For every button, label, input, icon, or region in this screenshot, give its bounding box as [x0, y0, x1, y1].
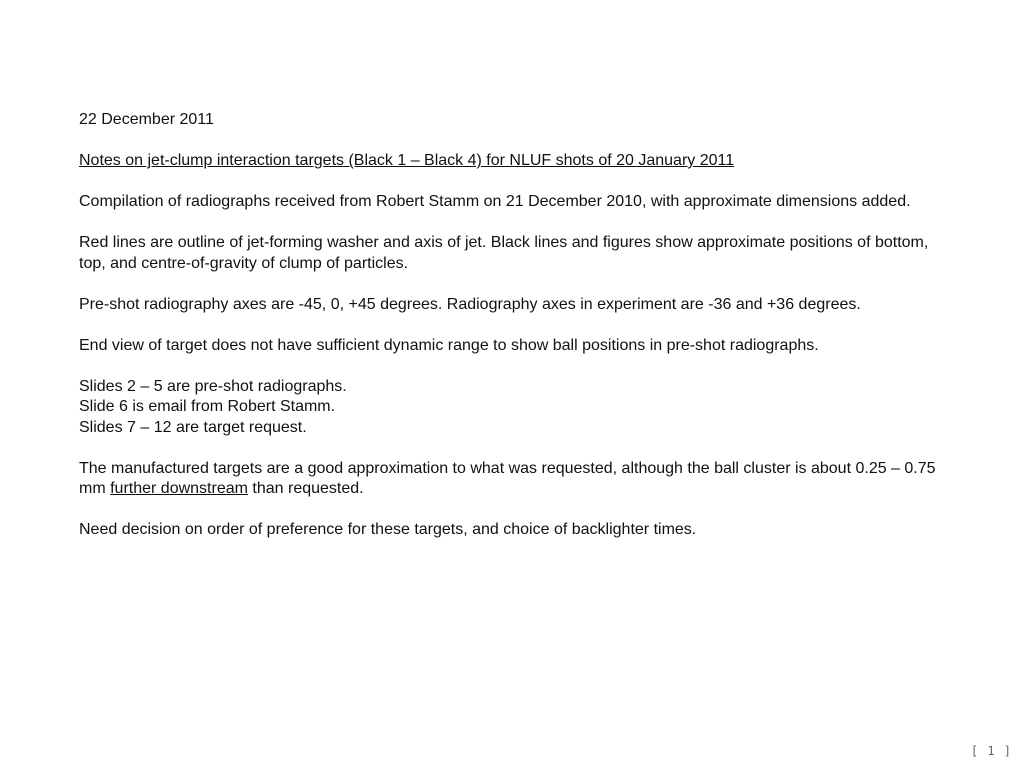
- date-line: 22 December 2011: [79, 111, 214, 128]
- slides-item: Slides 2 – 5 are pre-shot radiographs.: [79, 377, 347, 395]
- slides-item: Slide 6 is email from Robert Stamm.: [79, 398, 336, 415]
- paragraph-manufactured: [79, 459, 949, 500]
- document-title: Notes on jet-clump interaction targets (Black 1 – Black 4) for NLUF shots of 20 January 2011: [79, 152, 735, 169]
- manufactured-emphasis: further downstream: [110, 480, 248, 497]
- paragraph-axes: Pre-shot radiography axes are -45, 0, +45 degrees. Radiography axes in experiment are -36 and +36 degrees.: [79, 295, 861, 313]
- paragraph-decision: Need decision on order of preference for these targets, and choice of backlighter times.: [79, 521, 697, 538]
- slide-content: [79, 110, 949, 561]
- paragraph-red-lines: Red lines are outline of jet-forming washer and axis of jet. Black lines and figures show approximate positions of bottom, top, and centre-of-gravity of clump of particles.: [79, 234, 929, 272]
- page-number: [ 1 ]: [970, 744, 1012, 758]
- manufactured-text-after: than requested.: [247, 480, 364, 497]
- manufactured-text-before: The manufactured targets are a good approximation to what was requested, although the ball cluster is about 0.25 – 0.75 mm: [79, 459, 936, 497]
- slides-item: Slides 7 – 12 are target request.: [79, 418, 307, 436]
- paragraph-compilation: Compilation of radiographs received from Robert Stamm on 21 December 2010, with approximate dimensions added.: [79, 193, 911, 210]
- slides-list: [79, 377, 949, 439]
- paragraph-end-view: End view of target does not have sufficient dynamic range to show ball positions in pre-shot radiographs.: [79, 336, 819, 354]
